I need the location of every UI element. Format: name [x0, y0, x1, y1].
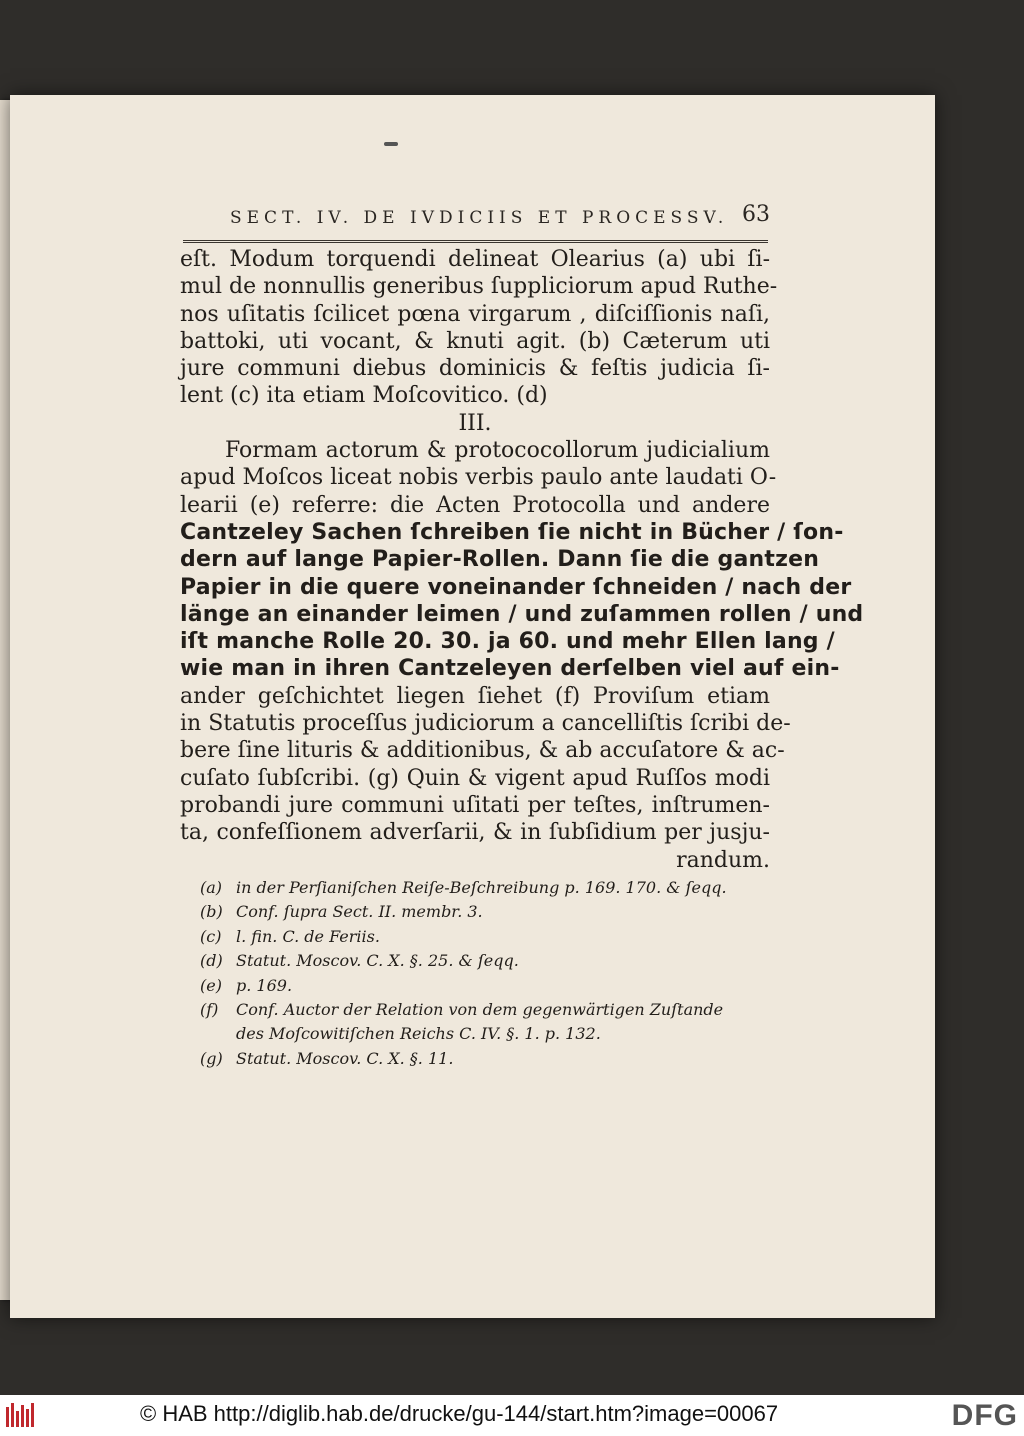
body-line: lent (c) ita etiam Moſcovitico. (d) — [180, 383, 548, 409]
body-line: ta, confeſſionem adverſarii, & in ſubſidium per jusju- — [180, 820, 770, 846]
footnote: (e) p. 169. — [200, 975, 293, 995]
footnote: (g) Statut. Moscov. C. X. §. 11. — [200, 1048, 454, 1068]
running-head — [230, 200, 770, 240]
head-rule — [183, 240, 768, 243]
footnote: (c) l. fin. C. de Feriis. — [200, 926, 380, 946]
printer-mark — [384, 142, 398, 146]
footnote: (b) Conf. ſupra Sect. II. membr. 3. — [200, 902, 483, 922]
body-line: mul de nonnullis generibus ſuppliciorum apud Ruthe- — [180, 274, 778, 300]
running-head-title: SECT. IV. DE IVDICIIS ET PROCESSV. — [230, 208, 729, 228]
body-line: learii (e) referre: die Acten Protocolla und andere — [180, 492, 770, 518]
body-line: Formam actorum & protococollorum judicialium — [225, 438, 770, 464]
body-line: bere ſine lituris & additionibus, & ab accuſatore & ac- — [180, 738, 785, 764]
body-line: battoki, uti vocant, & knuti agit. (b) Cæterum uti — [180, 328, 770, 354]
body-line: apud Moſcos liceat nobis verbis paulo ante laudati O- — [180, 465, 777, 491]
footnote: (f) Conf. Auctor der Relation von dem gegenwärtigen Zuſtande — [200, 999, 724, 1019]
body-line: eſt. Modum torquendi delineat Olearius (a) ubi ſi- — [180, 247, 770, 272]
copyright-link[interactable]: © HAB http://diglib.hab.de/drucke/gu-144/start.htm?image=00067 — [140, 1401, 779, 1426]
body-line: jure communi diebus dominicis & feſtis judicia ſi- — [180, 356, 770, 382]
body-line: cuſato ſubſcribi. (g) Quin & vigent apud Ruſſos modi — [180, 765, 770, 791]
body-line-fraktur: iſt manche Rolle 20. 30. ja 60. und mehr Ellen lang / — [180, 629, 835, 655]
body-line-fraktur: dern auf lange Papier-Rollen. Dann ſie die gantzen — [180, 547, 820, 573]
dfg-logo: DFG — [951, 1399, 1018, 1432]
body-line-fraktur: Cantzeley Sachen ſchreiben ſie nicht in Bücher / ſon- — [180, 519, 844, 545]
body-line: randum. — [676, 847, 770, 873]
body-line-fraktur: länge an einander leimen / und zuſammen rollen / und — [180, 601, 864, 627]
hab-logo-icon — [6, 1403, 36, 1427]
body-line: nos uſitatis ſcilicet pœna virgarum , diſciſſionis naſi, — [180, 301, 770, 327]
footnote-continuation: des Moſcowitiſchen Reichs C. IV. §. 1. p. 132. — [236, 1024, 601, 1044]
body-line: in Statutis proceſſus judiciorum a cancelliſtis ſcribi de- — [180, 711, 791, 737]
footnote: (d) Statut. Moscov. C. X. §. 25. & ſeqq. — [200, 951, 519, 971]
body-line-fraktur: wie man in ihren Cantzeleyen derſelben viel auf ein- — [180, 656, 840, 682]
page-number: 63 — [742, 202, 770, 227]
body-line-fraktur: Papier in die quere voneinander ſchneiden / nach der — [180, 574, 852, 600]
footer-bar — [0, 1395, 1024, 1436]
body-line: ander geſchichtet liegen ſiehet (f) Proviſum etiam — [180, 683, 770, 709]
body-line: probandi jure communi uſitati per teſtes, inſtrumen- — [180, 792, 770, 818]
footnote: (a) in der Perſianiſchen Reiſe-Beſchreibung p. 169. 170. & ſeqq. — [200, 878, 727, 897]
footnotes — [200, 876, 780, 1071]
body-text — [180, 246, 864, 874]
section-number: III. — [458, 410, 492, 436]
